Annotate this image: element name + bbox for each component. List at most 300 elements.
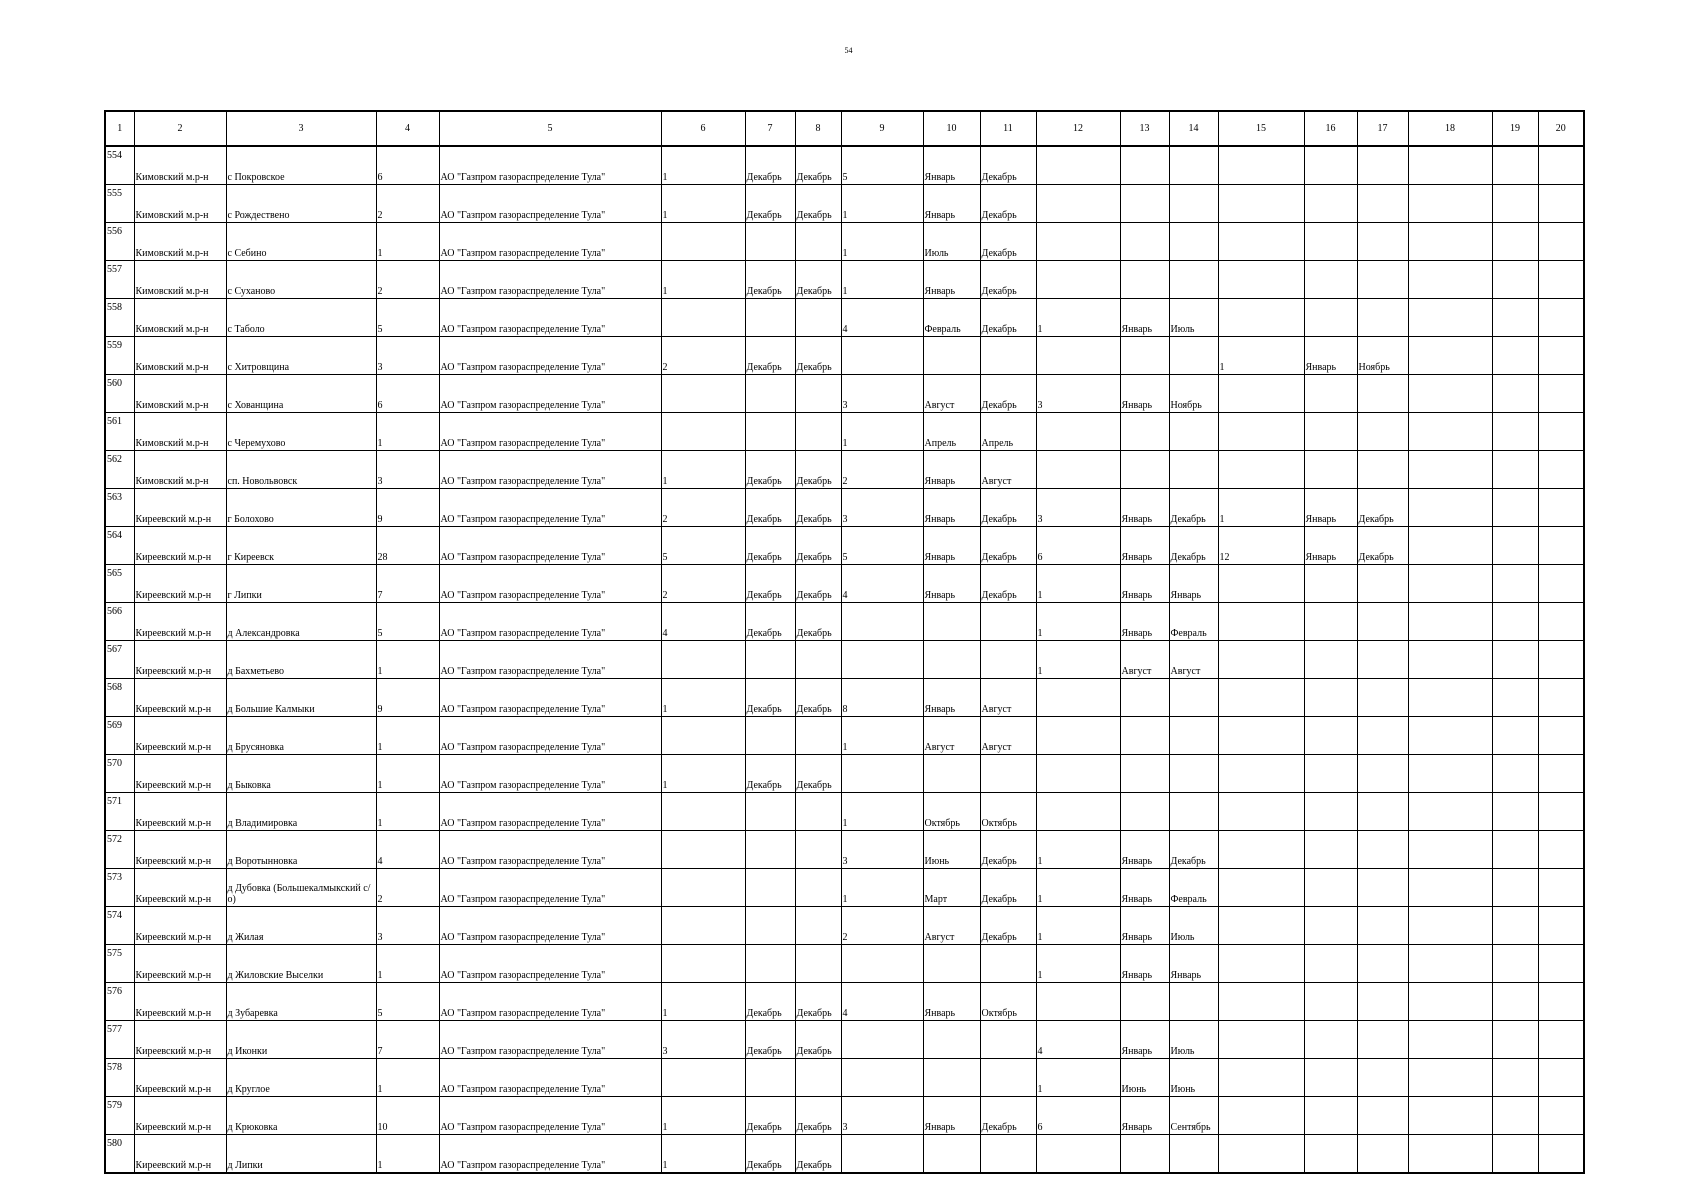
table-cell-col-12 [1036, 983, 1120, 1021]
table-row [105, 1097, 1584, 1135]
table-cell-col-4: 10 [376, 1097, 439, 1135]
table-cell-col-13: Январь [1120, 869, 1169, 907]
table-cell-col-10: Август [923, 717, 980, 755]
table-cell-col-13 [1120, 679, 1169, 717]
table-cell-col-3: д Круглое [226, 1059, 376, 1097]
table-cell-col-17 [1357, 793, 1408, 831]
table-cell-col-12 [1036, 223, 1120, 261]
table-cell-col-3: д Дубовка (Большекалмыкский с/о) [226, 869, 376, 907]
table-row [105, 755, 1584, 793]
table-cell-col-18 [1408, 451, 1492, 489]
table-cell-col-4: 9 [376, 489, 439, 527]
table-cell-col-20 [1538, 679, 1584, 717]
table-cell-col-9 [841, 755, 923, 793]
column-header-5: 5 [439, 111, 661, 146]
table-cell-col-19 [1492, 1135, 1538, 1174]
table-cell-col-16 [1304, 223, 1357, 261]
table-cell-col-3: с Рождествено [226, 185, 376, 223]
table-cell-col-17 [1357, 603, 1408, 641]
table-cell-col-14: Июнь [1169, 1059, 1218, 1097]
table-cell-col-19 [1492, 146, 1538, 185]
table-cell-col-19 [1492, 717, 1538, 755]
table-row [105, 413, 1584, 451]
table-cell-col-1: 560 [105, 375, 134, 413]
table-row [105, 375, 1584, 413]
table-cell-col-19 [1492, 603, 1538, 641]
table-cell-col-12 [1036, 679, 1120, 717]
table-cell-col-2: Кимовский м.р-н [134, 146, 226, 185]
table-row [105, 451, 1584, 489]
table-cell-col-5: АО "Газпром газораспределение Тула" [439, 641, 661, 679]
table-cell-col-11: Октябрь [980, 983, 1036, 1021]
table-cell-col-14: Январь [1169, 565, 1218, 603]
table-cell-col-18 [1408, 1021, 1492, 1059]
table-cell-col-5: АО "Газпром газораспределение Тула" [439, 413, 661, 451]
table-cell-col-9: 5 [841, 146, 923, 185]
table-cell-col-17 [1357, 831, 1408, 869]
table-cell-col-18 [1408, 641, 1492, 679]
table-cell-col-15: 1 [1218, 489, 1304, 527]
table-cell-col-13 [1120, 185, 1169, 223]
table-cell-col-8 [795, 375, 841, 413]
table-cell-col-7: Декабрь [745, 337, 795, 375]
table-cell-col-19 [1492, 1059, 1538, 1097]
table-cell-col-3: д Липки [226, 1135, 376, 1174]
table-cell-col-6: 2 [661, 489, 745, 527]
table-cell-col-18 [1408, 261, 1492, 299]
table-cell-col-4: 9 [376, 679, 439, 717]
table-cell-col-18 [1408, 907, 1492, 945]
table-cell-col-11 [980, 603, 1036, 641]
table-cell-col-19 [1492, 907, 1538, 945]
table-cell-col-5: АО "Газпром газораспределение Тула" [439, 717, 661, 755]
table-cell-col-8: Декабрь [795, 489, 841, 527]
table-cell-col-12 [1036, 413, 1120, 451]
table-cell-col-2: Киреевский м.р-н [134, 717, 226, 755]
table-cell-col-3: д Зубаревка [226, 983, 376, 1021]
table-cell-col-10 [923, 641, 980, 679]
table-cell-col-10 [923, 1059, 980, 1097]
table-row [105, 527, 1584, 565]
table-cell-col-17 [1357, 1097, 1408, 1135]
table-cell-col-7 [745, 869, 795, 907]
table-cell-col-9 [841, 945, 923, 983]
table-cell-col-19 [1492, 185, 1538, 223]
table-row [105, 337, 1584, 375]
table-cell-col-14 [1169, 679, 1218, 717]
table-cell-col-5: АО "Газпром газораспределение Тула" [439, 869, 661, 907]
table-cell-col-7: Декабрь [745, 603, 795, 641]
table-cell-col-3: сп. Новольвовск [226, 451, 376, 489]
table-cell-col-16 [1304, 375, 1357, 413]
table-cell-col-14: Декабрь [1169, 527, 1218, 565]
table-row [105, 146, 1584, 185]
table-row [105, 261, 1584, 299]
table-cell-col-16 [1304, 793, 1357, 831]
table-cell-col-11: Август [980, 451, 1036, 489]
table-cell-col-20 [1538, 1059, 1584, 1097]
table-cell-col-20 [1538, 261, 1584, 299]
table-cell-col-14 [1169, 337, 1218, 375]
table-cell-col-1: 572 [105, 831, 134, 869]
table-cell-col-6 [661, 869, 745, 907]
table-cell-col-15 [1218, 1097, 1304, 1135]
table-cell-col-13: Январь [1120, 945, 1169, 983]
table-cell-col-1: 556 [105, 223, 134, 261]
table-cell-col-4: 1 [376, 717, 439, 755]
table-cell-col-13: Июнь [1120, 1059, 1169, 1097]
table-cell-col-12: 1 [1036, 907, 1120, 945]
table-cell-col-2: Кимовский м.р-н [134, 337, 226, 375]
table-cell-col-2: Киреевский м.р-н [134, 603, 226, 641]
table-cell-col-4: 3 [376, 907, 439, 945]
table-cell-col-18 [1408, 489, 1492, 527]
table-cell-col-5: АО "Газпром газораспределение Тула" [439, 793, 661, 831]
table-cell-col-5: АО "Газпром газораспределение Тула" [439, 565, 661, 603]
table-cell-col-7 [745, 223, 795, 261]
table-cell-col-2: Кимовский м.р-н [134, 413, 226, 451]
table-cell-col-8: Декабрь [795, 146, 841, 185]
table-cell-col-19 [1492, 413, 1538, 451]
table-cell-col-4: 1 [376, 793, 439, 831]
table-cell-col-20 [1538, 603, 1584, 641]
table-cell-col-7: Декабрь [745, 261, 795, 299]
table-cell-col-9: 1 [841, 717, 923, 755]
table-cell-col-5: АО "Газпром газораспределение Тула" [439, 679, 661, 717]
table-cell-col-11: Август [980, 679, 1036, 717]
table-cell-col-16 [1304, 146, 1357, 185]
table-cell-col-11 [980, 945, 1036, 983]
table-cell-col-17 [1357, 907, 1408, 945]
table-cell-col-1: 566 [105, 603, 134, 641]
table-cell-col-17 [1357, 223, 1408, 261]
table-cell-col-8 [795, 717, 841, 755]
table-cell-col-5: АО "Газпром газораспределение Тула" [439, 146, 661, 185]
table-cell-col-7: Декабрь [745, 565, 795, 603]
table-row [105, 831, 1584, 869]
column-header-8: 8 [795, 111, 841, 146]
table-cell-col-4: 2 [376, 185, 439, 223]
table-cell-col-1: 571 [105, 793, 134, 831]
table-cell-col-11: Декабрь [980, 299, 1036, 337]
table-cell-col-16 [1304, 451, 1357, 489]
table-cell-col-6: 4 [661, 603, 745, 641]
table-cell-col-8: Декабрь [795, 337, 841, 375]
table-cell-col-9 [841, 603, 923, 641]
table-cell-col-6: 1 [661, 679, 745, 717]
table-cell-col-1: 555 [105, 185, 134, 223]
table-cell-col-19 [1492, 375, 1538, 413]
table-cell-col-7: Декабрь [745, 1135, 795, 1174]
table-cell-col-1: 580 [105, 1135, 134, 1174]
table-cell-col-3: д Брусяновка [226, 717, 376, 755]
table-cell-col-6: 1 [661, 1097, 745, 1135]
table-row [105, 641, 1584, 679]
table-cell-col-14 [1169, 413, 1218, 451]
table-cell-col-14: Январь [1169, 945, 1218, 983]
table-cell-col-14: Ноябрь [1169, 375, 1218, 413]
table-cell-col-10: Январь [923, 679, 980, 717]
table-cell-col-9: 1 [841, 223, 923, 261]
table-cell-col-6: 2 [661, 565, 745, 603]
table-cell-col-6 [661, 413, 745, 451]
table-cell-col-20 [1538, 223, 1584, 261]
table-cell-col-2: Киреевский м.р-н [134, 565, 226, 603]
table-cell-col-6: 1 [661, 185, 745, 223]
column-header-6: 6 [661, 111, 745, 146]
table-cell-col-10 [923, 603, 980, 641]
table-cell-col-13 [1120, 261, 1169, 299]
table-cell-col-19 [1492, 223, 1538, 261]
table-cell-col-16: Январь [1304, 337, 1357, 375]
table-cell-col-15 [1218, 717, 1304, 755]
table-cell-col-18 [1408, 1059, 1492, 1097]
table-cell-col-9: 1 [841, 261, 923, 299]
table-cell-col-5: АО "Газпром газораспределение Тула" [439, 1059, 661, 1097]
table-row [105, 1021, 1584, 1059]
table-cell-col-7: Декабрь [745, 1097, 795, 1135]
table-row [105, 1135, 1584, 1174]
table-row [105, 679, 1584, 717]
table-cell-col-6 [661, 641, 745, 679]
table-cell-col-16 [1304, 1097, 1357, 1135]
table-cell-col-19 [1492, 299, 1538, 337]
table-cell-col-2: Кимовский м.р-н [134, 375, 226, 413]
table-cell-col-15 [1218, 755, 1304, 793]
table-cell-col-20 [1538, 983, 1584, 1021]
table-cell-col-5: АО "Газпром газораспределение Тула" [439, 223, 661, 261]
table-cell-col-5: АО "Газпром газораспределение Тула" [439, 755, 661, 793]
table-row [105, 299, 1584, 337]
table-row [105, 603, 1584, 641]
column-header-13: 13 [1120, 111, 1169, 146]
table-cell-col-19 [1492, 337, 1538, 375]
table-cell-col-9: 3 [841, 1097, 923, 1135]
table-cell-col-14 [1169, 793, 1218, 831]
table-cell-col-20 [1538, 375, 1584, 413]
table-cell-col-15 [1218, 1059, 1304, 1097]
table-cell-col-10 [923, 1021, 980, 1059]
table-cell-col-11: Декабрь [980, 1097, 1036, 1135]
table-cell-col-14: Декабрь [1169, 831, 1218, 869]
table-cell-col-4: 2 [376, 261, 439, 299]
table-cell-col-7 [745, 793, 795, 831]
table-cell-col-13: Январь [1120, 527, 1169, 565]
table-cell-col-17 [1357, 755, 1408, 793]
table-cell-col-8 [795, 223, 841, 261]
table-cell-col-12: 1 [1036, 831, 1120, 869]
table-cell-col-16 [1304, 1059, 1357, 1097]
table-cell-col-14 [1169, 185, 1218, 223]
table-cell-col-15 [1218, 869, 1304, 907]
table-cell-col-18 [1408, 185, 1492, 223]
table-cell-col-20 [1538, 527, 1584, 565]
table-cell-col-3: с Хитровщина [226, 337, 376, 375]
table-cell-col-17 [1357, 146, 1408, 185]
table-cell-col-17 [1357, 1135, 1408, 1174]
table-cell-col-1: 558 [105, 299, 134, 337]
table-cell-col-12: 6 [1036, 1097, 1120, 1135]
table-cell-col-9 [841, 337, 923, 375]
table-cell-col-16 [1304, 945, 1357, 983]
table-cell-col-10: Январь [923, 261, 980, 299]
table-cell-col-8: Декабрь [795, 679, 841, 717]
table-cell-col-1: 577 [105, 1021, 134, 1059]
table-cell-col-20 [1538, 717, 1584, 755]
table-cell-col-1: 569 [105, 717, 134, 755]
table-cell-col-9: 2 [841, 907, 923, 945]
column-header-10: 10 [923, 111, 980, 146]
table-cell-col-1: 564 [105, 527, 134, 565]
table-cell-col-12 [1036, 261, 1120, 299]
table-cell-col-3: с Черемухово [226, 413, 376, 451]
table-cell-col-3: д Бахметьево [226, 641, 376, 679]
table-cell-col-9: 3 [841, 489, 923, 527]
table-cell-col-16 [1304, 869, 1357, 907]
table-cell-col-10: Июль [923, 223, 980, 261]
table-cell-col-14: Август [1169, 641, 1218, 679]
table-cell-col-3: д Воротынновка [226, 831, 376, 869]
table-cell-col-15 [1218, 831, 1304, 869]
table-cell-col-1: 576 [105, 983, 134, 1021]
table-cell-col-1: 574 [105, 907, 134, 945]
table-cell-col-5: АО "Газпром газораспределение Тула" [439, 1135, 661, 1174]
table-cell-col-18 [1408, 983, 1492, 1021]
table-cell-col-15 [1218, 146, 1304, 185]
table-cell-col-2: Киреевский м.р-н [134, 945, 226, 983]
table-cell-col-8 [795, 831, 841, 869]
table-cell-col-1: 559 [105, 337, 134, 375]
table-cell-col-10: Январь [923, 451, 980, 489]
table-cell-col-9 [841, 1135, 923, 1174]
table-cell-col-17 [1357, 413, 1408, 451]
table-cell-col-13: Январь [1120, 907, 1169, 945]
table-cell-col-4: 3 [376, 337, 439, 375]
table-cell-col-19 [1492, 527, 1538, 565]
column-header-16: 16 [1304, 111, 1357, 146]
table-cell-col-5: АО "Газпром газораспределение Тула" [439, 603, 661, 641]
column-header-14: 14 [1169, 111, 1218, 146]
table-cell-col-15: 1 [1218, 337, 1304, 375]
table-cell-col-20 [1538, 337, 1584, 375]
table-cell-col-18 [1408, 603, 1492, 641]
table-cell-col-20 [1538, 641, 1584, 679]
table-cell-col-18 [1408, 1135, 1492, 1174]
table-cell-col-17 [1357, 945, 1408, 983]
table-cell-col-13 [1120, 1135, 1169, 1174]
table-cell-col-14: Июль [1169, 299, 1218, 337]
table-cell-col-13: Август [1120, 641, 1169, 679]
table-cell-col-11 [980, 1135, 1036, 1174]
table-cell-col-1: 567 [105, 641, 134, 679]
table-cell-col-14: Июль [1169, 1021, 1218, 1059]
table-cell-col-14 [1169, 261, 1218, 299]
table-cell-col-4: 1 [376, 641, 439, 679]
table-cell-col-20 [1538, 907, 1584, 945]
data-table [104, 110, 1585, 1174]
table-cell-col-5: АО "Газпром газораспределение Тула" [439, 1021, 661, 1059]
table-cell-col-15 [1218, 679, 1304, 717]
table-cell-col-20 [1538, 1097, 1584, 1135]
table-cell-col-11: Декабрь [980, 527, 1036, 565]
table-cell-col-19 [1492, 983, 1538, 1021]
table-cell-col-3: д Жиловские Выселки [226, 945, 376, 983]
table-cell-col-12: 1 [1036, 641, 1120, 679]
column-header-17: 17 [1357, 111, 1408, 146]
table-cell-col-14 [1169, 717, 1218, 755]
table-cell-col-15 [1218, 1135, 1304, 1174]
table-cell-col-17 [1357, 1059, 1408, 1097]
table-row [105, 223, 1584, 261]
table-cell-col-6 [661, 1059, 745, 1097]
table-cell-col-12: 1 [1036, 945, 1120, 983]
table-cell-col-7 [745, 945, 795, 983]
table-cell-col-3: г Липки [226, 565, 376, 603]
table-cell-col-18 [1408, 299, 1492, 337]
table-cell-col-17 [1357, 451, 1408, 489]
table-cell-col-15 [1218, 983, 1304, 1021]
table-cell-col-16 [1304, 755, 1357, 793]
table-cell-col-4: 1 [376, 223, 439, 261]
table-cell-col-10: Февраль [923, 299, 980, 337]
table-cell-col-10: Апрель [923, 413, 980, 451]
table-cell-col-1: 573 [105, 869, 134, 907]
table-cell-col-10: Январь [923, 489, 980, 527]
table-cell-col-13: Январь [1120, 489, 1169, 527]
table-cell-col-11 [980, 641, 1036, 679]
table-cell-col-18 [1408, 337, 1492, 375]
table-cell-col-19 [1492, 869, 1538, 907]
table-cell-col-17 [1357, 983, 1408, 1021]
table-body [105, 146, 1584, 1173]
table-cell-col-2: Киреевский м.р-н [134, 527, 226, 565]
table-cell-col-3: д Быковка [226, 755, 376, 793]
table-cell-col-13: Январь [1120, 1021, 1169, 1059]
table-cell-col-9: 1 [841, 869, 923, 907]
table-cell-col-17 [1357, 869, 1408, 907]
table-cell-col-16 [1304, 983, 1357, 1021]
column-header-2: 2 [134, 111, 226, 146]
table-cell-col-18 [1408, 755, 1492, 793]
table-cell-col-5: АО "Газпром газораспределение Тула" [439, 375, 661, 413]
table-cell-col-7 [745, 299, 795, 337]
table-cell-col-19 [1492, 261, 1538, 299]
table-cell-col-7: Декабрь [745, 451, 795, 489]
table-cell-col-3: д Иконки [226, 1021, 376, 1059]
table-cell-col-1: 578 [105, 1059, 134, 1097]
table-cell-col-8 [795, 869, 841, 907]
table-cell-col-12 [1036, 717, 1120, 755]
table-cell-col-6 [661, 831, 745, 869]
table-cell-col-2: Кимовский м.р-н [134, 299, 226, 337]
table-cell-col-14 [1169, 451, 1218, 489]
table-cell-col-17 [1357, 1021, 1408, 1059]
table-cell-col-13: Январь [1120, 831, 1169, 869]
table-cell-col-19 [1492, 641, 1538, 679]
table-cell-col-4: 7 [376, 1021, 439, 1059]
table-cell-col-19 [1492, 945, 1538, 983]
table-cell-col-17: Ноябрь [1357, 337, 1408, 375]
table-cell-col-2: Кимовский м.р-н [134, 451, 226, 489]
table-cell-col-18 [1408, 869, 1492, 907]
table-cell-col-8 [795, 1059, 841, 1097]
table-cell-col-6: 1 [661, 261, 745, 299]
table-cell-col-20 [1538, 793, 1584, 831]
table-cell-col-10: Январь [923, 1097, 980, 1135]
table-cell-col-6: 5 [661, 527, 745, 565]
table-cell-col-16 [1304, 261, 1357, 299]
table-cell-col-7 [745, 907, 795, 945]
